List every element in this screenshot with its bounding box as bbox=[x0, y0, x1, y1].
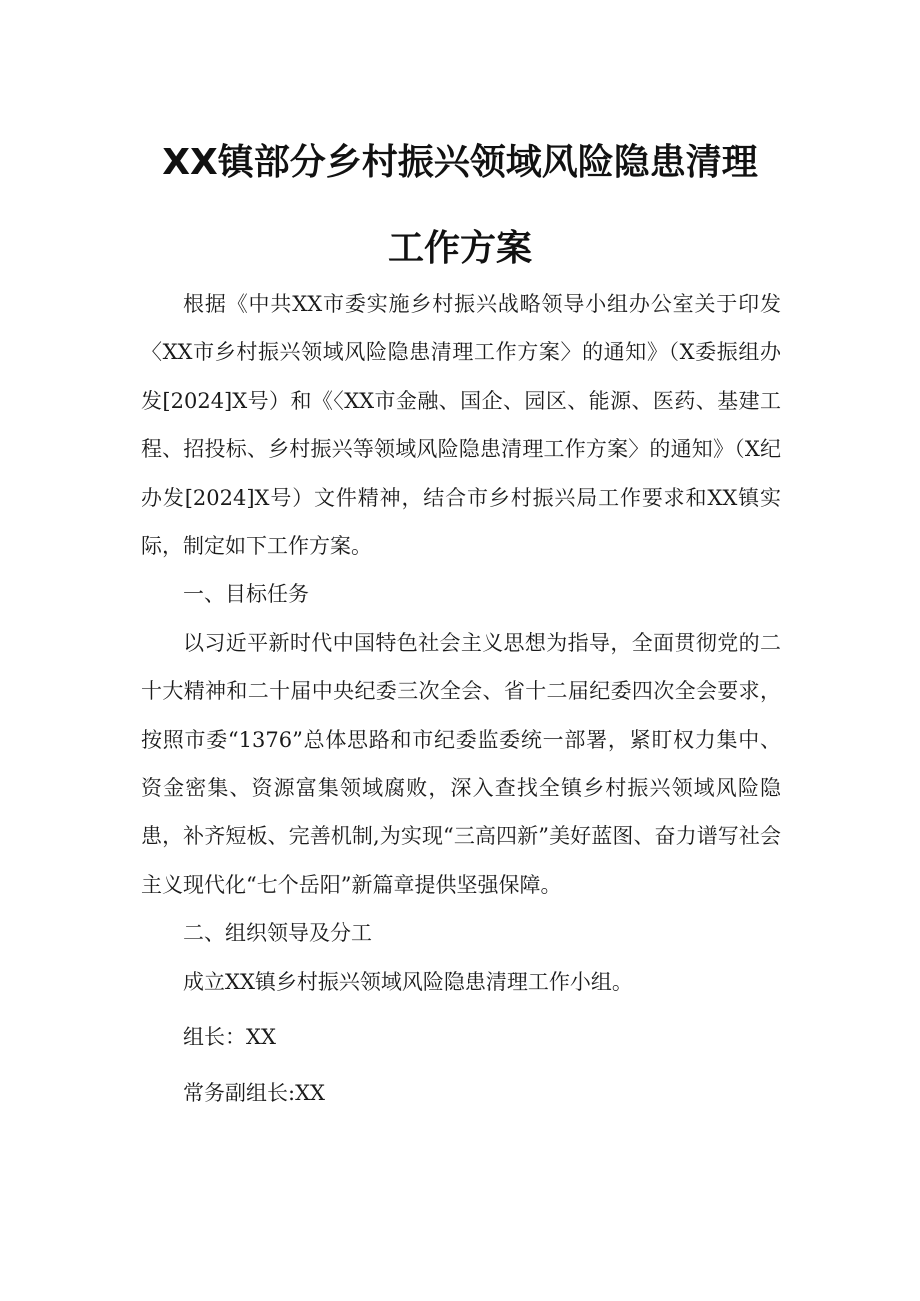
section2-heading: 二、组织领导及分工 bbox=[183, 921, 372, 946]
document-title-line1: XX镇部分乡村振兴领域风险隐患清理 bbox=[162, 142, 758, 183]
section1-heading: 一、目标任务 bbox=[183, 582, 309, 607]
section1-paragraph: 以习近平新时代中国特色社会主义思想为指导，全面贯彻党的二十大精神和二十届中央纪委三次全会、省十二届纪委四次全会要求，按照市委“1376”总体思路和市纪委监委统一部署，紧盯权力集中、资金密集、资源富集领域腐败，深入查找全镇乡村振兴领域风险隐患，补齐短板、完善机制,为实现“三高四新”美好蓝图、奋力谱写社会主义现代化“七个岳阳”新篇章提供坚强保障。 bbox=[141, 630, 781, 897]
document-title-line2: 工作方案 bbox=[387, 228, 532, 269]
leader-line: 组长：XX bbox=[183, 1025, 276, 1050]
intro-paragraph: 根据《中共XX市委实施乡村振兴战略领导小组办公室关于印发〈XX市乡村振兴领域风险隐患清理工作方案〉的通知》（X委振组办发[2024]X号）和《〈XX市金融、国企、园区、能源、医药、基建工程、招投标、乡村振兴等领域风险隐患清理工作方案〉的通知》（X纪办发[2024]X号）文件精神，结合市乡村振兴局工作要求和XX镇实际，制定如下工作方案。 bbox=[141, 292, 781, 559]
deputy-leader-line: 常务副组长:XX bbox=[183, 1080, 325, 1105]
section2-paragraph: 成立XX镇乡村振兴领域风险隐患清理工作小组。 bbox=[183, 969, 633, 994]
document-body bbox=[141, 280, 781, 1117]
